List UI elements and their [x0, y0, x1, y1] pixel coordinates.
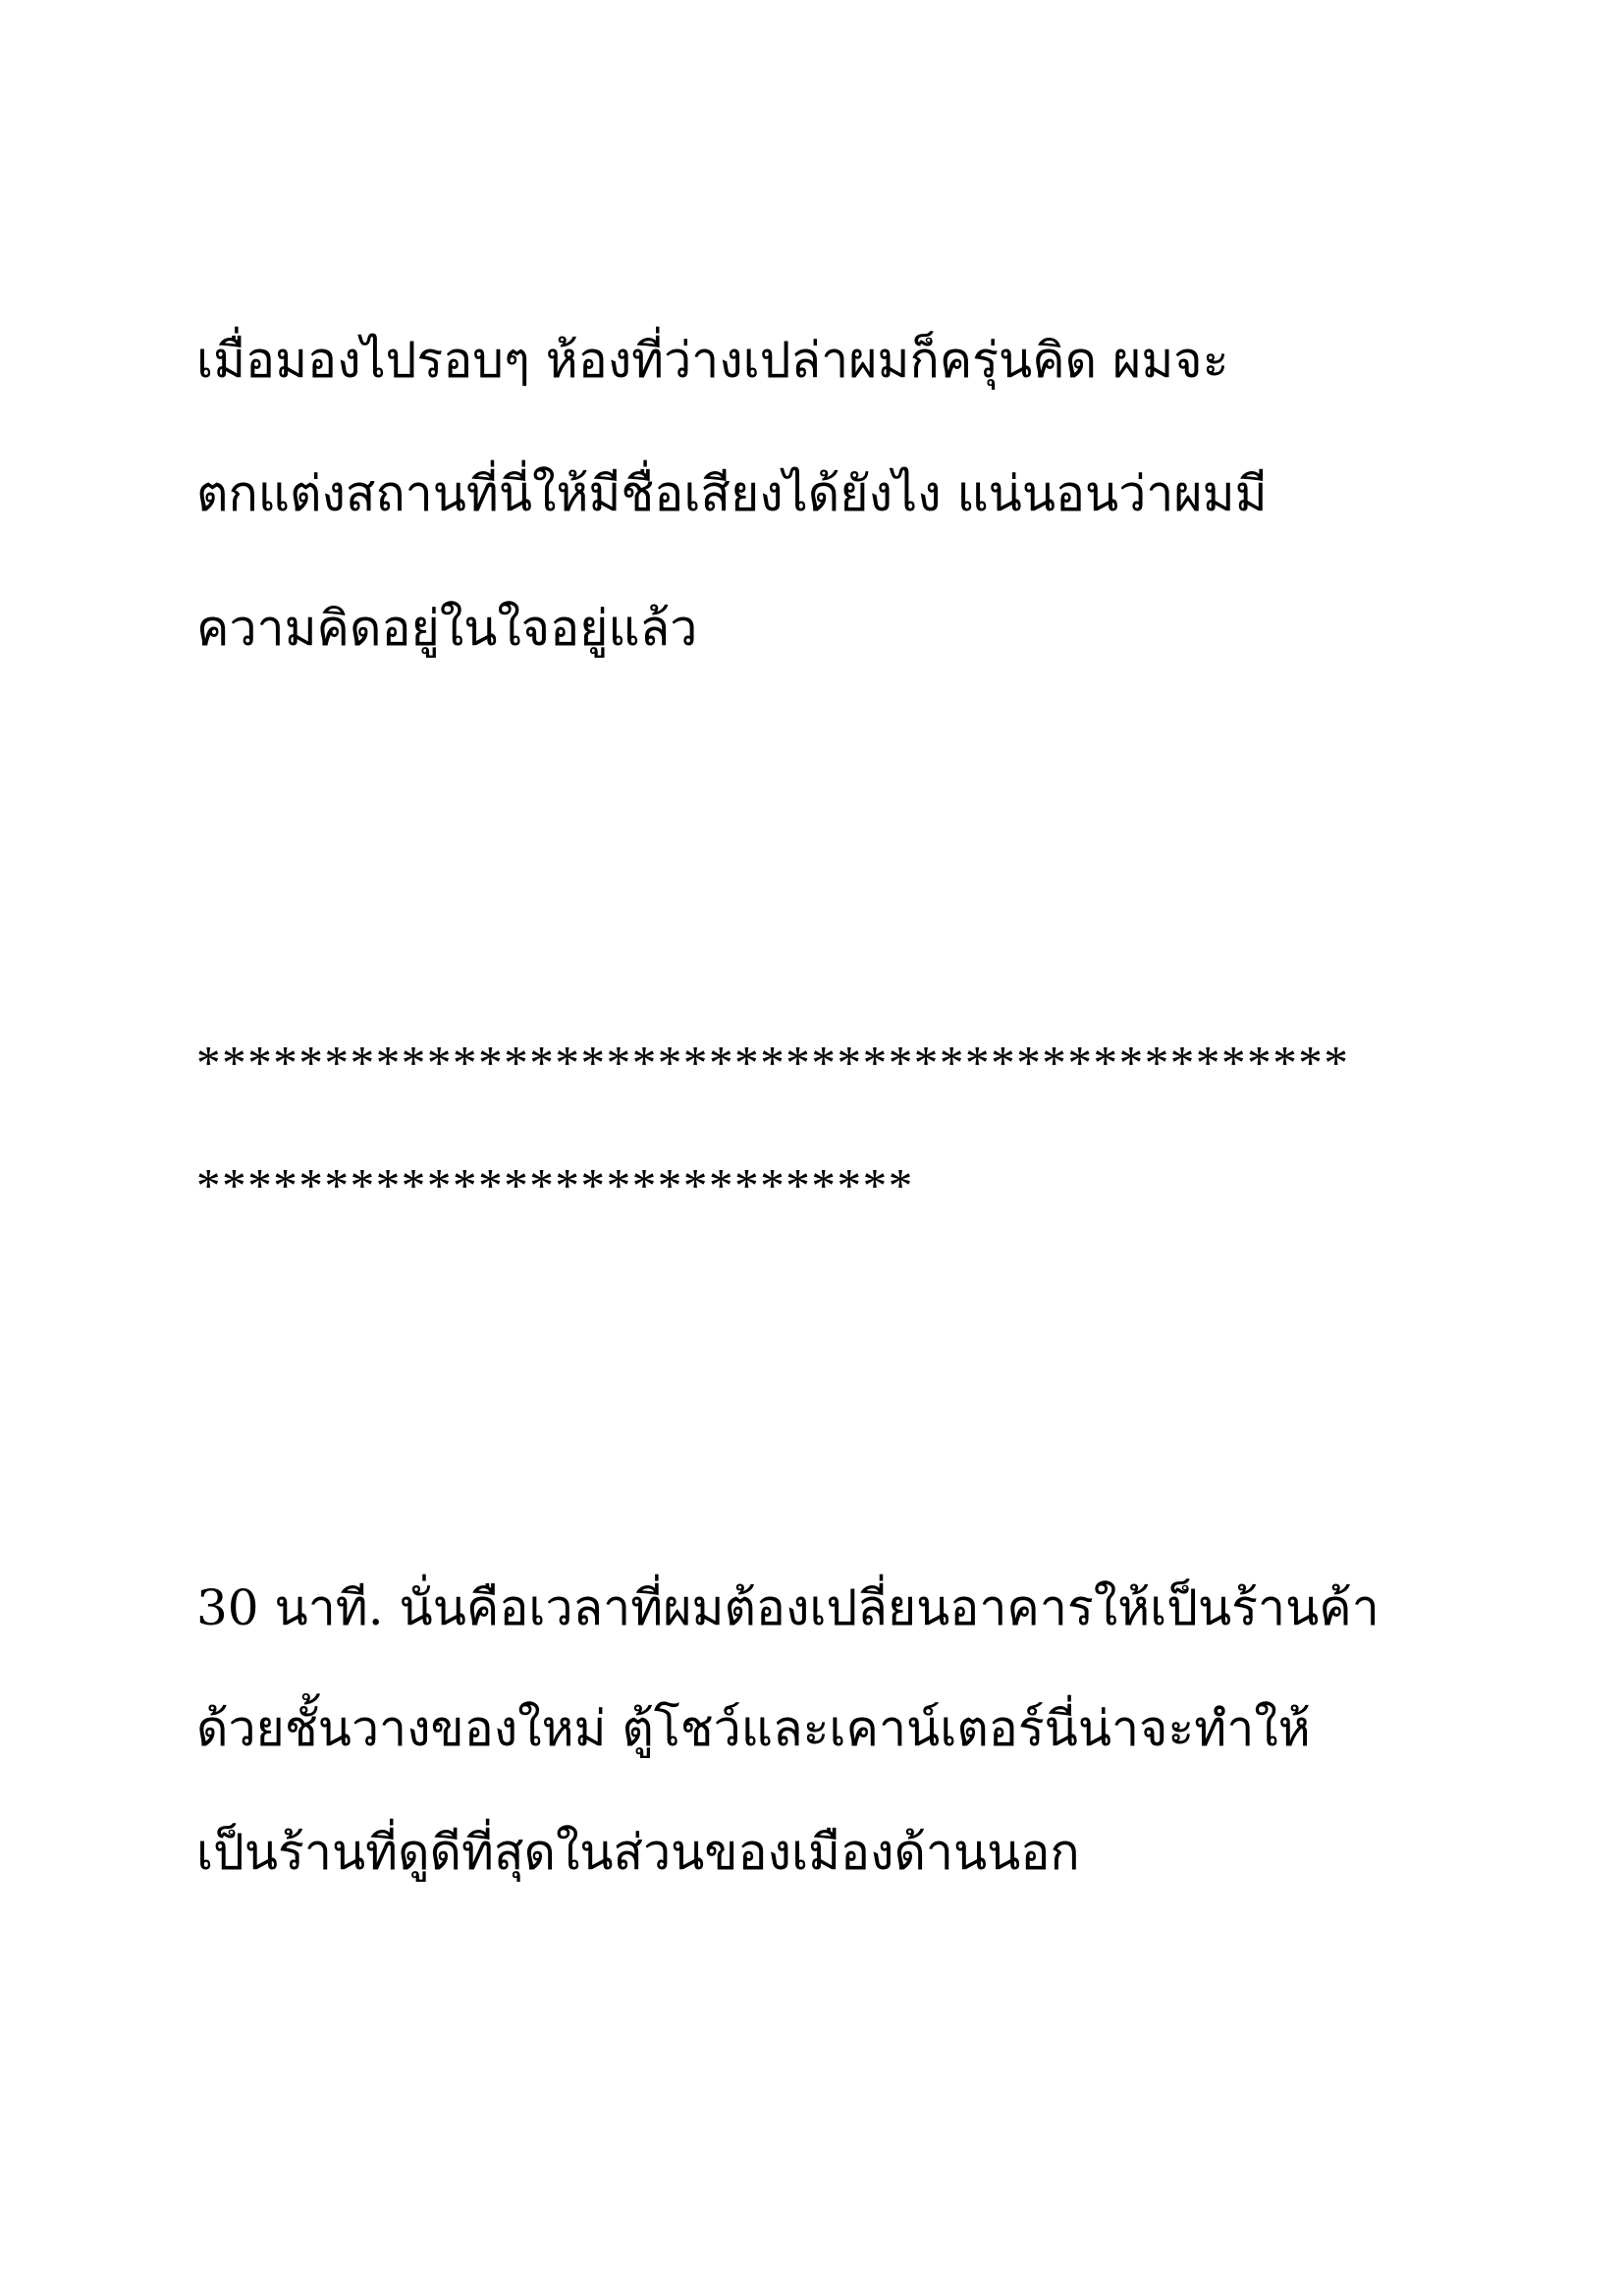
separator-line-2: ****************************: [196, 1158, 914, 1212]
paragraph-1-line-2: ตกแต่งสถานที่นี่ให้มีชื่อเสียงได้ยังไง แน่นอนว่าผมมี: [196, 465, 1268, 522]
separator-line-1: *********************************************: [196, 1036, 1350, 1090]
paragraph-2-line-1: 30 นาที. นั่นคือเวลาที่ผมต้องเปลี่ยนอาคารให้เป็นร้านค้า: [196, 1579, 1380, 1636]
paragraph-1-line-3: ความคิดอยู่ในใจอยู่แล้ว: [196, 600, 698, 657]
paragraph-1-line-1: เมื่อมองไปรอบๆ ห้องที่ว่างเปล่าผมก็ครุ่นคิด ผมจะ: [196, 332, 1229, 389]
paragraph-2-line-3: เป็นร้านที่ดูดีที่สุดในส่วนของเมืองด้านนอก: [196, 1824, 1080, 1881]
paragraph-2-line-2: ด้วยชั้นวางของใหม่ ตู้โชว์และเคาน์เตอร์นี่น่าจะทำให้: [196, 1700, 1311, 1757]
